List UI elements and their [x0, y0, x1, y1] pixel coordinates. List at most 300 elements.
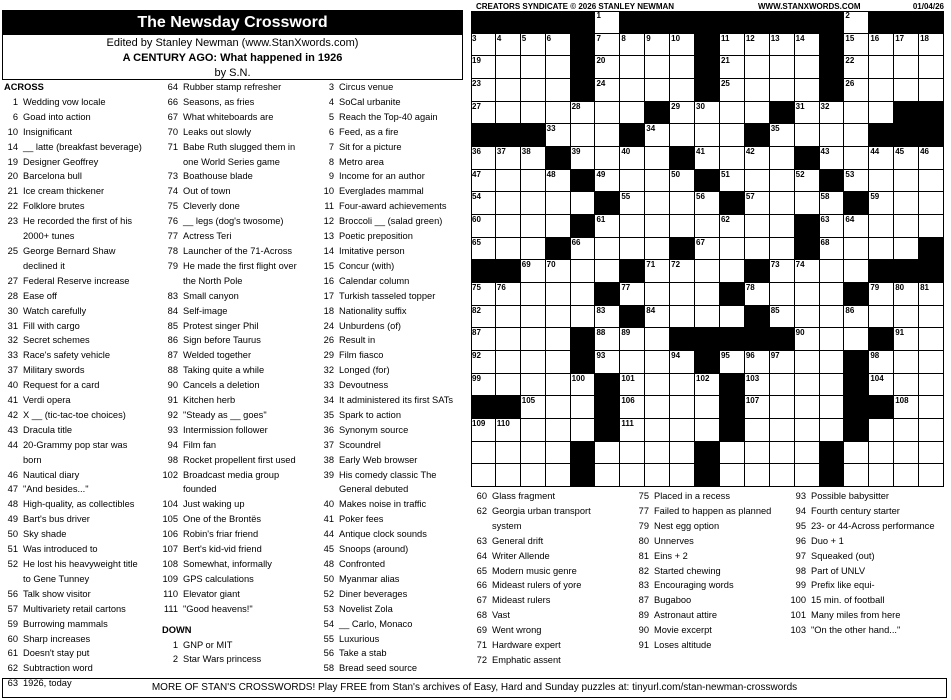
grid-cell[interactable] — [795, 283, 820, 306]
grid-cell[interactable] — [720, 260, 745, 283]
grid-cell[interactable] — [670, 374, 695, 397]
grid-cell[interactable] — [869, 79, 894, 102]
grid-cell[interactable] — [869, 147, 894, 170]
grid-cell[interactable] — [496, 328, 521, 351]
grid-cell[interactable] — [869, 442, 894, 465]
grid-cell[interactable] — [844, 238, 869, 261]
grid-cell[interactable] — [496, 464, 521, 487]
grid-cell[interactable] — [620, 419, 645, 442]
grid-cell[interactable] — [496, 306, 521, 329]
grid-cell[interactable] — [894, 351, 919, 374]
grid-cell[interactable] — [521, 419, 546, 442]
grid-cell[interactable] — [521, 34, 546, 57]
grid-cell[interactable] — [471, 374, 496, 397]
grid-cell[interactable] — [844, 34, 869, 57]
grid-cell[interactable] — [670, 351, 695, 374]
grid-cell[interactable] — [820, 419, 845, 442]
grid-cell[interactable] — [595, 351, 620, 374]
grid-cell[interactable] — [521, 351, 546, 374]
grid-cell[interactable] — [546, 396, 571, 419]
grid-cell[interactable] — [745, 215, 770, 238]
grid-cell[interactable] — [670, 170, 695, 193]
grid-cell[interactable] — [745, 170, 770, 193]
grid-cell[interactable] — [595, 56, 620, 79]
grid-cell[interactable] — [720, 464, 745, 487]
grid-cell[interactable] — [546, 260, 571, 283]
grid-cell[interactable] — [695, 419, 720, 442]
grid-cell[interactable] — [820, 147, 845, 170]
grid-cell[interactable] — [844, 11, 869, 34]
grid-cell[interactable] — [869, 306, 894, 329]
grid-cell[interactable] — [869, 464, 894, 487]
grid-cell[interactable] — [745, 396, 770, 419]
grid-cell[interactable] — [595, 79, 620, 102]
grid-cell[interactable] — [844, 124, 869, 147]
grid-cell[interactable] — [745, 374, 770, 397]
grid-cell[interactable] — [695, 147, 720, 170]
grid-cell[interactable] — [844, 306, 869, 329]
grid-cell[interactable] — [546, 351, 571, 374]
grid-cell[interactable] — [770, 442, 795, 465]
grid-cell[interactable] — [720, 102, 745, 125]
grid-cell[interactable] — [620, 215, 645, 238]
grid-cell[interactable] — [695, 124, 720, 147]
grid-cell[interactable] — [645, 374, 670, 397]
grid-cell[interactable] — [571, 396, 596, 419]
grid-cell[interactable] — [546, 56, 571, 79]
grid-cell[interactable] — [770, 170, 795, 193]
grid-cell[interactable] — [620, 34, 645, 57]
grid-cell[interactable] — [521, 170, 546, 193]
grid-cell[interactable] — [795, 260, 820, 283]
grid-cell[interactable] — [894, 79, 919, 102]
grid-cell[interactable] — [844, 464, 869, 487]
grid-cell[interactable] — [720, 306, 745, 329]
grid-cell[interactable] — [894, 419, 919, 442]
grid-cell[interactable] — [795, 56, 820, 79]
grid-cell[interactable] — [820, 283, 845, 306]
grid-cell[interactable] — [571, 147, 596, 170]
grid-cell[interactable] — [894, 238, 919, 261]
grid-cell[interactable] — [745, 147, 770, 170]
grid-cell[interactable] — [595, 464, 620, 487]
grid-cell[interactable] — [496, 170, 521, 193]
grid-cell[interactable] — [770, 396, 795, 419]
grid-cell[interactable] — [919, 396, 944, 419]
grid-cell[interactable] — [521, 328, 546, 351]
grid-cell[interactable] — [670, 192, 695, 215]
grid-cell[interactable] — [820, 351, 845, 374]
grid-cell[interactable] — [620, 328, 645, 351]
grid-cell[interactable] — [820, 260, 845, 283]
grid-cell[interactable] — [844, 260, 869, 283]
grid-cell[interactable] — [521, 192, 546, 215]
grid-cell[interactable] — [546, 124, 571, 147]
grid-cell[interactable] — [546, 215, 571, 238]
grid-cell[interactable] — [894, 192, 919, 215]
grid-cell[interactable] — [521, 260, 546, 283]
grid-cell[interactable] — [869, 215, 894, 238]
grid-cell[interactable] — [695, 102, 720, 125]
grid-cell[interactable] — [745, 238, 770, 261]
grid-cell[interactable] — [471, 328, 496, 351]
grid-cell[interactable] — [645, 283, 670, 306]
grid-cell[interactable] — [820, 328, 845, 351]
grid-cell[interactable] — [496, 442, 521, 465]
grid-cell[interactable] — [471, 170, 496, 193]
grid-cell[interactable] — [919, 283, 944, 306]
grid-cell[interactable] — [496, 147, 521, 170]
grid-cell[interactable] — [521, 215, 546, 238]
grid-cell[interactable] — [720, 34, 745, 57]
grid-cell[interactable] — [919, 147, 944, 170]
grid-cell[interactable] — [471, 283, 496, 306]
grid-cell[interactable] — [770, 306, 795, 329]
grid-cell[interactable] — [546, 442, 571, 465]
grid-cell[interactable] — [720, 442, 745, 465]
grid-cell[interactable] — [546, 192, 571, 215]
grid-cell[interactable] — [770, 374, 795, 397]
grid-cell[interactable] — [521, 102, 546, 125]
grid-cell[interactable] — [620, 147, 645, 170]
grid-cell[interactable] — [496, 34, 521, 57]
grid-cell[interactable] — [695, 374, 720, 397]
grid-cell[interactable] — [471, 215, 496, 238]
grid-cell[interactable] — [471, 464, 496, 487]
grid-cell[interactable] — [595, 442, 620, 465]
grid-cell[interactable] — [745, 419, 770, 442]
grid-cell[interactable] — [546, 170, 571, 193]
grid-cell[interactable] — [521, 442, 546, 465]
grid-cell[interactable] — [595, 102, 620, 125]
grid-cell[interactable] — [620, 79, 645, 102]
grid-cell[interactable] — [496, 215, 521, 238]
grid-cell[interactable] — [595, 147, 620, 170]
grid-cell[interactable] — [720, 215, 745, 238]
grid-cell[interactable] — [770, 260, 795, 283]
grid-cell[interactable] — [496, 79, 521, 102]
grid-cell[interactable] — [471, 102, 496, 125]
grid-cell[interactable] — [770, 464, 795, 487]
grid-cell[interactable] — [571, 102, 596, 125]
grid-cell[interactable] — [670, 56, 695, 79]
grid-cell[interactable] — [595, 215, 620, 238]
grid-cell[interactable] — [471, 56, 496, 79]
grid-cell[interactable] — [770, 351, 795, 374]
grid-cell[interactable] — [471, 192, 496, 215]
grid-cell[interactable] — [645, 328, 670, 351]
grid-cell[interactable] — [919, 351, 944, 374]
grid-cell[interactable] — [595, 124, 620, 147]
grid-cell[interactable] — [919, 464, 944, 487]
grid-cell[interactable] — [670, 283, 695, 306]
grid-cell[interactable] — [496, 374, 521, 397]
grid-cell[interactable] — [795, 419, 820, 442]
grid-cell[interactable] — [645, 192, 670, 215]
grid-cell[interactable] — [670, 79, 695, 102]
grid-cell[interactable] — [894, 374, 919, 397]
grid-cell[interactable] — [844, 328, 869, 351]
grid-cell[interactable] — [471, 147, 496, 170]
grid-cell[interactable] — [546, 464, 571, 487]
grid-cell[interactable] — [571, 306, 596, 329]
grid-cell[interactable] — [571, 192, 596, 215]
grid-cell[interactable] — [745, 102, 770, 125]
grid-cell[interactable] — [546, 283, 571, 306]
grid-cell[interactable] — [795, 170, 820, 193]
grid-cell[interactable] — [571, 283, 596, 306]
grid-cell[interactable] — [496, 56, 521, 79]
grid-cell[interactable] — [546, 374, 571, 397]
grid-cell[interactable] — [844, 442, 869, 465]
grid-cell[interactable] — [894, 34, 919, 57]
grid-cell[interactable] — [844, 102, 869, 125]
grid-cell[interactable] — [670, 215, 695, 238]
grid-cell[interactable] — [894, 215, 919, 238]
grid-cell[interactable] — [919, 192, 944, 215]
grid-cell[interactable] — [645, 464, 670, 487]
grid-cell[interactable] — [645, 442, 670, 465]
grid-cell[interactable] — [869, 102, 894, 125]
grid-cell[interactable] — [795, 124, 820, 147]
grid-cell[interactable] — [770, 124, 795, 147]
grid-cell[interactable] — [670, 34, 695, 57]
grid-cell[interactable] — [745, 34, 770, 57]
grid-cell[interactable] — [496, 238, 521, 261]
grid-cell[interactable] — [595, 306, 620, 329]
grid-cell[interactable] — [620, 396, 645, 419]
grid-cell[interactable] — [521, 238, 546, 261]
grid-cell[interactable] — [770, 192, 795, 215]
grid-cell[interactable] — [595, 170, 620, 193]
crossword-grid[interactable] — [471, 11, 944, 487]
grid-cell[interactable] — [620, 102, 645, 125]
grid-cell[interactable] — [869, 56, 894, 79]
grid-cell[interactable] — [546, 102, 571, 125]
grid-cell[interactable] — [795, 102, 820, 125]
grid-cell[interactable] — [745, 79, 770, 102]
grid-cell[interactable] — [795, 442, 820, 465]
grid-cell[interactable] — [795, 192, 820, 215]
grid-cell[interactable] — [844, 170, 869, 193]
grid-cell[interactable] — [496, 192, 521, 215]
grid-cell[interactable] — [645, 124, 670, 147]
grid-cell[interactable] — [894, 442, 919, 465]
grid-cell[interactable] — [695, 396, 720, 419]
grid-cell[interactable] — [471, 306, 496, 329]
grid-cell[interactable] — [670, 306, 695, 329]
grid-cell[interactable] — [645, 260, 670, 283]
grid-cell[interactable] — [670, 260, 695, 283]
grid-cell[interactable] — [670, 102, 695, 125]
grid-cell[interactable] — [869, 238, 894, 261]
grid-cell[interactable] — [820, 124, 845, 147]
grid-cell[interactable] — [844, 147, 869, 170]
grid-cell[interactable] — [695, 260, 720, 283]
grid-cell[interactable] — [471, 34, 496, 57]
grid-cell[interactable] — [521, 56, 546, 79]
grid-cell[interactable] — [645, 396, 670, 419]
grid-cell[interactable] — [919, 419, 944, 442]
grid-cell[interactable] — [820, 102, 845, 125]
grid-cell[interactable] — [695, 215, 720, 238]
grid-cell[interactable] — [546, 79, 571, 102]
grid-cell[interactable] — [795, 79, 820, 102]
grid-cell[interactable] — [820, 215, 845, 238]
grid-cell[interactable] — [869, 283, 894, 306]
grid-cell[interactable] — [620, 374, 645, 397]
grid-cell[interactable] — [496, 102, 521, 125]
grid-cell[interactable] — [720, 124, 745, 147]
grid-cell[interactable] — [894, 464, 919, 487]
grid-cell[interactable] — [695, 306, 720, 329]
grid-cell[interactable] — [645, 351, 670, 374]
grid-cell[interactable] — [620, 464, 645, 487]
grid-cell[interactable] — [595, 328, 620, 351]
grid-cell[interactable] — [645, 56, 670, 79]
grid-cell[interactable] — [471, 79, 496, 102]
grid-cell[interactable] — [571, 260, 596, 283]
grid-cell[interactable] — [820, 374, 845, 397]
grid-cell[interactable] — [720, 238, 745, 261]
grid-cell[interactable] — [670, 419, 695, 442]
grid-cell[interactable] — [894, 396, 919, 419]
grid-cell[interactable] — [595, 238, 620, 261]
grid-cell[interactable] — [471, 419, 496, 442]
grid-cell[interactable] — [844, 79, 869, 102]
grid-cell[interactable] — [521, 147, 546, 170]
grid-cell[interactable] — [645, 79, 670, 102]
grid-cell[interactable] — [546, 306, 571, 329]
grid-cell[interactable] — [795, 34, 820, 57]
grid-cell[interactable] — [471, 238, 496, 261]
grid-cell[interactable] — [919, 442, 944, 465]
grid-cell[interactable] — [571, 124, 596, 147]
grid-cell[interactable] — [795, 396, 820, 419]
grid-cell[interactable] — [471, 442, 496, 465]
grid-cell[interactable] — [521, 374, 546, 397]
grid-cell[interactable] — [795, 351, 820, 374]
grid-cell[interactable] — [919, 170, 944, 193]
grid-cell[interactable] — [844, 215, 869, 238]
grid-cell[interactable] — [620, 351, 645, 374]
grid-cell[interactable] — [670, 124, 695, 147]
grid-cell[interactable] — [869, 192, 894, 215]
grid-cell[interactable] — [919, 328, 944, 351]
grid-cell[interactable] — [546, 34, 571, 57]
grid-cell[interactable] — [919, 306, 944, 329]
grid-cell[interactable] — [894, 328, 919, 351]
grid-cell[interactable] — [670, 396, 695, 419]
grid-cell[interactable] — [670, 442, 695, 465]
grid-cell[interactable] — [795, 328, 820, 351]
grid-cell[interactable] — [820, 238, 845, 261]
grid-cell[interactable] — [869, 351, 894, 374]
grid-cell[interactable] — [869, 374, 894, 397]
grid-cell[interactable] — [571, 238, 596, 261]
grid-cell[interactable] — [745, 283, 770, 306]
grid-cell[interactable] — [770, 79, 795, 102]
grid-cell[interactable] — [695, 238, 720, 261]
grid-cell[interactable] — [820, 306, 845, 329]
grid-cell[interactable] — [521, 306, 546, 329]
grid-cell[interactable] — [546, 328, 571, 351]
grid-cell[interactable] — [869, 170, 894, 193]
grid-cell[interactable] — [919, 34, 944, 57]
grid-cell[interactable] — [720, 147, 745, 170]
grid-cell[interactable] — [919, 374, 944, 397]
grid-cell[interactable] — [645, 147, 670, 170]
grid-cell[interactable] — [521, 396, 546, 419]
grid-cell[interactable] — [795, 464, 820, 487]
grid-cell[interactable] — [670, 464, 695, 487]
grid-cell[interactable] — [795, 374, 820, 397]
grid-cell[interactable] — [720, 56, 745, 79]
grid-cell[interactable] — [844, 56, 869, 79]
grid-cell[interactable] — [620, 283, 645, 306]
grid-cell[interactable] — [919, 56, 944, 79]
grid-cell[interactable] — [521, 464, 546, 487]
grid-cell[interactable] — [770, 147, 795, 170]
grid-cell[interactable] — [770, 419, 795, 442]
grid-cell[interactable] — [620, 238, 645, 261]
grid-cell[interactable] — [571, 419, 596, 442]
grid-cell[interactable] — [894, 56, 919, 79]
grid-cell[interactable] — [770, 215, 795, 238]
grid-cell[interactable] — [770, 56, 795, 79]
grid-cell[interactable] — [471, 351, 496, 374]
grid-cell[interactable] — [595, 11, 620, 34]
grid-cell[interactable] — [745, 351, 770, 374]
grid-cell[interactable] — [645, 215, 670, 238]
grid-cell[interactable] — [894, 283, 919, 306]
grid-cell[interactable] — [820, 396, 845, 419]
grid-cell[interactable] — [496, 419, 521, 442]
grid-cell[interactable] — [645, 419, 670, 442]
grid-cell[interactable] — [496, 351, 521, 374]
grid-cell[interactable] — [620, 56, 645, 79]
grid-cell[interactable] — [770, 283, 795, 306]
grid-cell[interactable] — [770, 238, 795, 261]
grid-cell[interactable] — [745, 56, 770, 79]
grid-cell[interactable] — [645, 306, 670, 329]
grid-cell[interactable] — [894, 306, 919, 329]
grid-cell[interactable] — [546, 419, 571, 442]
grid-cell[interactable] — [770, 34, 795, 57]
grid-cell[interactable] — [894, 147, 919, 170]
grid-cell[interactable] — [571, 374, 596, 397]
grid-cell[interactable] — [720, 79, 745, 102]
grid-cell[interactable] — [820, 192, 845, 215]
grid-cell[interactable] — [695, 283, 720, 306]
grid-cell[interactable] — [745, 442, 770, 465]
grid-cell[interactable] — [919, 79, 944, 102]
grid-cell[interactable] — [521, 283, 546, 306]
grid-cell[interactable] — [795, 306, 820, 329]
grid-cell[interactable] — [869, 34, 894, 57]
grid-cell[interactable] — [745, 192, 770, 215]
grid-cell[interactable] — [496, 283, 521, 306]
grid-cell[interactable] — [620, 192, 645, 215]
grid-cell[interactable] — [869, 419, 894, 442]
grid-cell[interactable] — [645, 170, 670, 193]
grid-cell[interactable] — [745, 464, 770, 487]
grid-cell[interactable] — [595, 34, 620, 57]
grid-cell[interactable] — [720, 351, 745, 374]
grid-cell[interactable] — [620, 442, 645, 465]
grid-cell[interactable] — [720, 170, 745, 193]
grid-cell[interactable] — [894, 170, 919, 193]
